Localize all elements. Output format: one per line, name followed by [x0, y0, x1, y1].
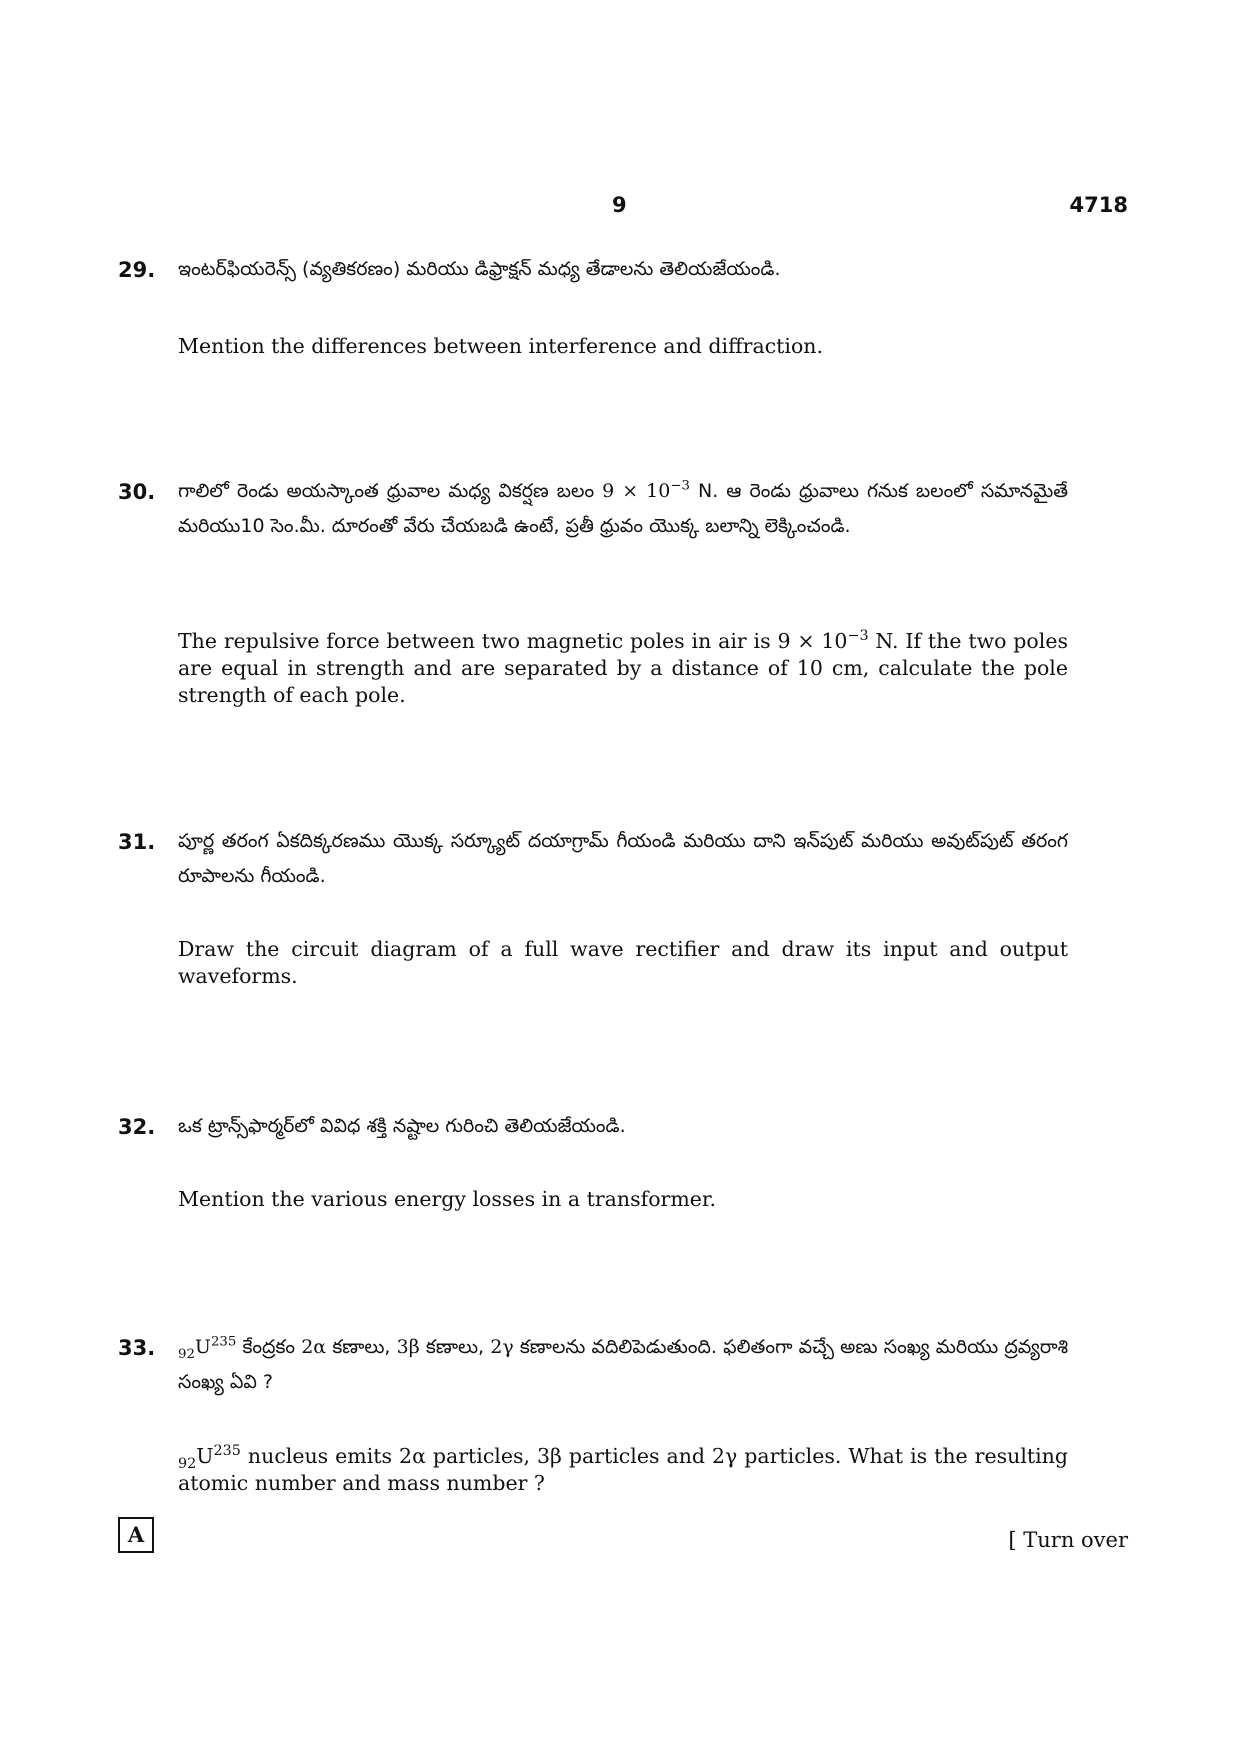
question-text-english: Mention the differences between interference and diffraction.: [178, 334, 824, 358]
text-part: కణాలు,: [419, 1336, 491, 1358]
text-part: కణాలు,: [326, 1336, 397, 1358]
question-text-telugu: పూర్ణ తరంగ ఏకదిక్కరణము యొక్క సర్క్యూట్ దయాగ్రామ్ గీయండి మరియు దాని ఇన్‌పుట్ మరియు అవుట్‌పుట్ తరంగ రూపాలను గీయండి.: [178, 830, 1068, 887]
gamma-count: 2γ: [490, 1336, 514, 1358]
force-mantissa: 9 × 10: [777, 629, 848, 653]
text-part: N. If the two poles are equal in strength and are separated by a distance of 10 cm, calculate the pole strength of each pole.: [178, 629, 1068, 707]
text-part: కణాలను వదిలిపెడుతుంది. ఫలితంగా వచ్చే అణు సంఖ్య మరియు ద్రవ్యరాశి సంఖ్య ఏవి ?: [178, 1336, 1069, 1393]
text-part: N. ఆ రెండు ధ్రువాలు గనుక బలంలో సమానమైతే మరియు10 సెం.మీ. దూరంతో వేరు చేయబడి ఉంటే, ప్రతీ ధ్రువం యొక్క బలాన్ని లెక్కించండి.: [178, 480, 1068, 537]
text-part: కేంద్రకం: [236, 1336, 302, 1358]
page-header: [0, 193, 1240, 227]
turn-over-note: [ Turn over: [1008, 1528, 1128, 1552]
nucleus-symbol: [178, 1334, 237, 1362]
question-text-english: Draw the circuit diagram of a full wave rectifier and draw its input and output waveforms.: [178, 937, 1068, 988]
question-number: 31.: [118, 830, 156, 854]
force-exponent: −3: [847, 628, 869, 645]
element-symbol: U: [194, 1336, 211, 1358]
question-text-english: [178, 628, 1068, 709]
nucleus-symbol: [178, 1443, 241, 1473]
question-number: 29.: [118, 258, 156, 282]
question-text-english: Mention the various energy losses in a transformer.: [178, 1187, 716, 1211]
question-text-english: [178, 1443, 1068, 1497]
question-text-telugu: [178, 1330, 1068, 1400]
force-value: [602, 480, 690, 502]
mass-number: 235: [213, 1443, 241, 1460]
question-number: 33.: [118, 1336, 156, 1360]
text-part: nucleus emits 2α particles, 3β particles and 2γ particles. What is the resulting atomic number and mass number ?: [178, 1444, 1068, 1495]
text-part: గాలిలో రెండు అయస్కాంత ధ్రువాల మధ్య వికర్షణ బలం: [178, 480, 603, 502]
question-text-telugu: [178, 474, 1068, 544]
page-number: 9: [612, 193, 627, 217]
alpha-count: 2α: [301, 1336, 327, 1358]
question-text-telugu: ఒక ట్రాన్స్‌ఫార్మర్‌లో వివిధ శక్తి నష్టాల గురించి తెలియజేయండి.: [178, 1115, 626, 1137]
atomic-number: 92: [178, 1456, 197, 1473]
element-symbol: U: [196, 1444, 214, 1468]
question-number: 30.: [118, 480, 156, 504]
force-mantissa: 9 × 10: [602, 480, 671, 502]
beta-count: 3β: [396, 1336, 420, 1358]
force-exponent: −3: [670, 478, 690, 494]
question-number: 32.: [118, 1115, 156, 1139]
series-box: A: [118, 1517, 154, 1553]
text-part: The repulsive force between two magnetic poles in air is: [178, 629, 778, 653]
atomic-number: 92: [178, 1346, 195, 1362]
mass-number: 235: [210, 1334, 237, 1350]
question-text-telugu: ఇంటర్‌ఫియరెన్స్ (వ్యతికరణం) మరియు డిఫ్రాక్షన్ మధ్య తేడాలను తెలియజేయండి.: [178, 258, 781, 280]
paper-code: 4718: [1069, 193, 1128, 217]
